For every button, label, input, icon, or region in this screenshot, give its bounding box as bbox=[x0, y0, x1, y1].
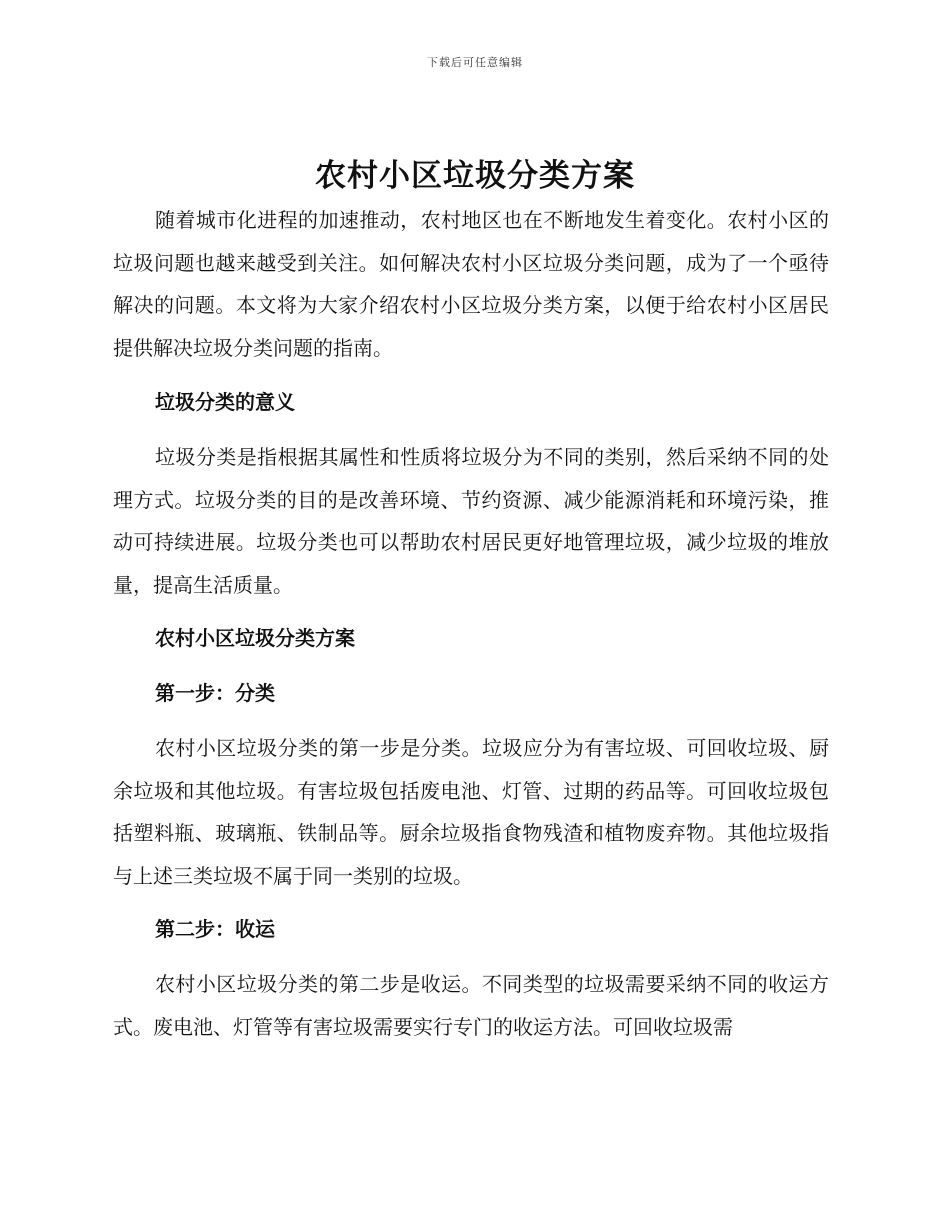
step-one-heading: 第一步：分类 bbox=[155, 681, 275, 705]
step-one-paragraph: 农村小区垃圾分类的第一步是分类。垃圾应分为有害垃圾、可回收垃圾、厨余垃圾和其他垃圾。有害垃圾包括废电池、灯管、过期的药品等。可回收垃圾包括塑料瓶、玻璃瓶、铁制品等。厨余垃圾指食物残渣和植物废弃物。其他垃圾指与上述三类垃圾不属于同一类别的垃圾。 bbox=[113, 736, 829, 888]
section-heading-plan: 农村小区垃圾分类方案 bbox=[155, 626, 355, 650]
intro-paragraph: 随着城市化进程的加速推动，农村地区也在不断地发生着变化。农村小区的垃圾问题也越来越受到关注。如何解决农村小区垃圾分类问题，成为了一个亟待解决的问题。本文将为大家介绍农村小区垃圾分类方案，以便于给农村小区居民提供解决垃圾分类问题的指南。 bbox=[113, 208, 829, 360]
section-heading-significance: 垃圾分类的意义 bbox=[155, 390, 295, 414]
document-title: 农村小区垃圾分类方案 bbox=[315, 158, 635, 194]
significance-paragraph: 垃圾分类是指根据其属性和性质将垃圾分为不同的类别，然后采纳不同的处理方式。垃圾分类的目的是改善环境、节约资源、减少能源消耗和环境污染，推动可持续进展。垃圾分类也可以帮助农村居民更好地管理垃圾，减少垃圾的堆放量，提高生活质量。 bbox=[113, 445, 829, 597]
page-header-note: 下载后可任意编辑 bbox=[427, 56, 523, 69]
step-two-paragraph: 农村小区垃圾分类的第二步是收运。不同类型的垃圾需要采纳不同的收运方式。废电池、灯管等有害垃圾需要实行专门的收运方法。可回收垃圾需 bbox=[113, 972, 829, 1039]
step-two-heading: 第二步：收运 bbox=[155, 917, 275, 941]
